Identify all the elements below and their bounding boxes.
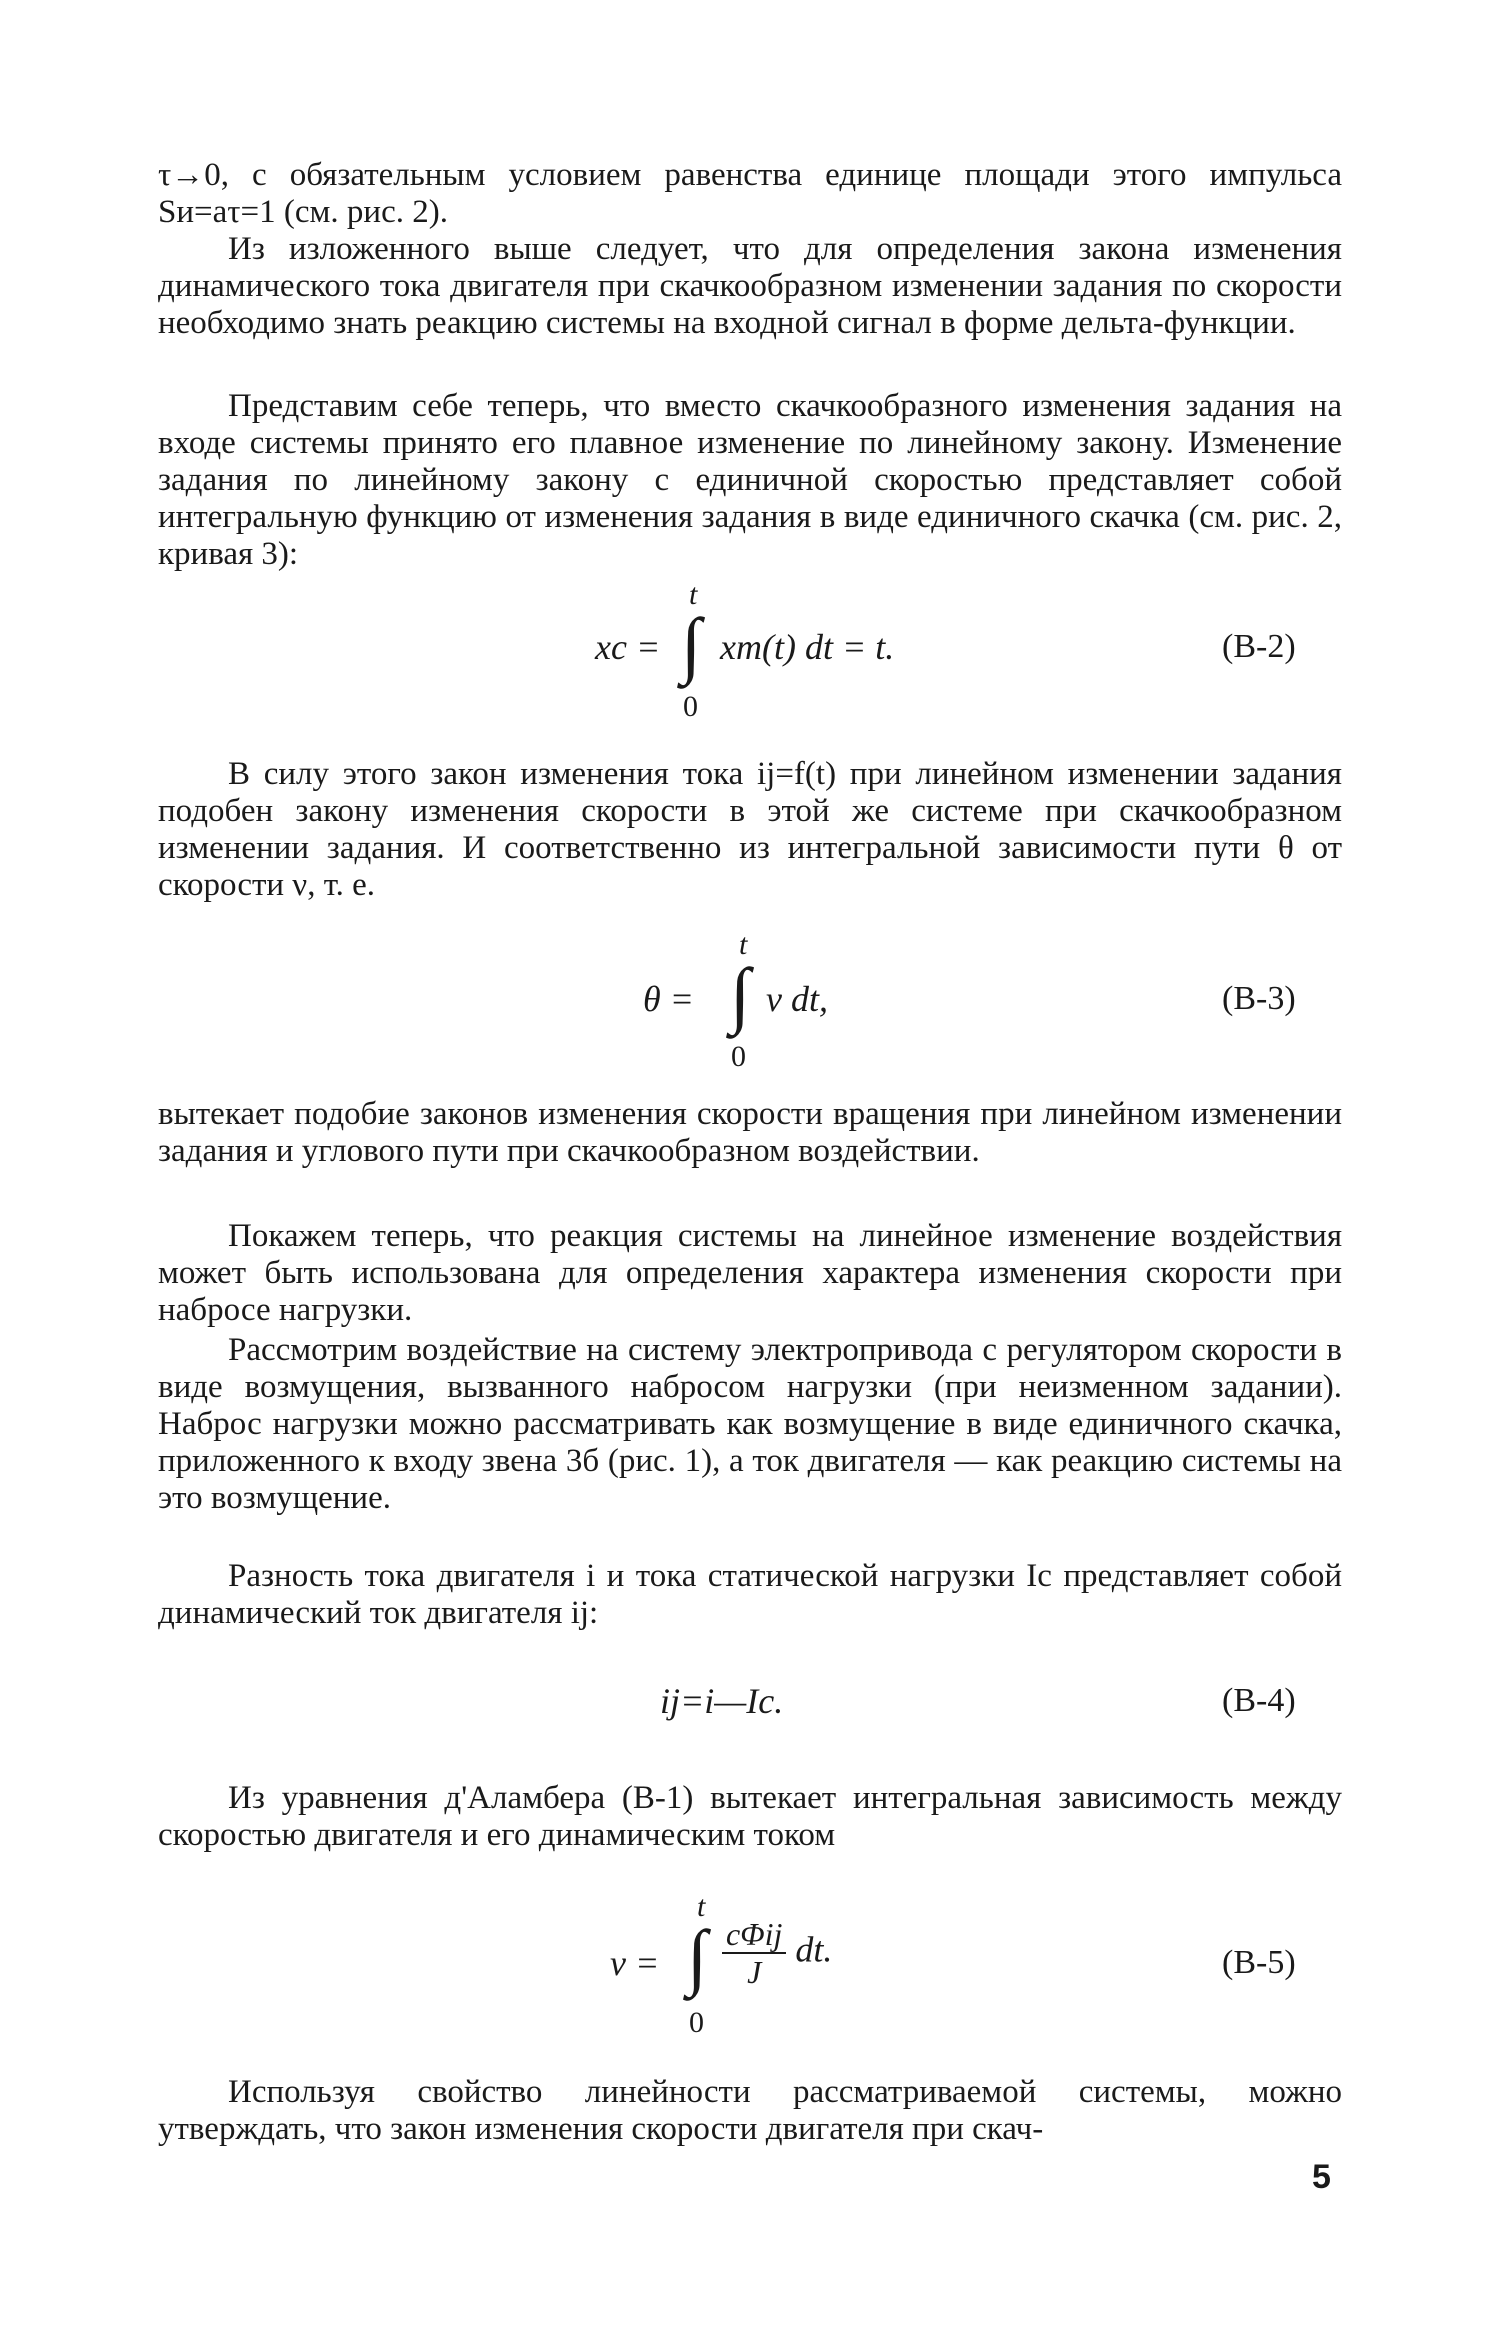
eq-b3-lower-limit: 0 bbox=[731, 1040, 746, 1073]
integral-sign-icon: ∫ bbox=[681, 604, 702, 686]
eq-b4-body: ij=i—Iс. bbox=[660, 1681, 784, 1721]
eq-b5-numerator: cΦij bbox=[722, 1916, 786, 1954]
eq-b2-body: xт(t) dt = t. bbox=[720, 627, 895, 667]
eq-b3-number: (В-3) bbox=[1222, 980, 1296, 1017]
eq-b5-lhs: ν = bbox=[610, 1943, 660, 1983]
paragraph-4: В силу этого закон изменения тока ij=f(t) при линейном изменении задания подобен закону изменения скорости в этой же системе при скачкообразном изменении задания. И соответственно из интегральной зависимости пути θ от скорости ν, т. е. bbox=[158, 756, 1342, 903]
paragraph-9: Из уравнения д'Аламбера (В-1) вытекает интегральная зависимость между скоростью двигателя и его динамическим током bbox=[158, 1780, 1342, 1853]
paragraph-3: Представим себе теперь, что вместо скачкообразного изменения задания на входе системы принято его плавное изменение по линейному закону. Изменение задания по линейному закону с единичной скоростью представляет собой интегральную функцию от изменения задания в виде единичного скачка (см. рис. 2, кривая 3): bbox=[158, 388, 1342, 572]
integral-sign-icon: ∫ bbox=[730, 954, 751, 1036]
eq-b2-upper-limit: t bbox=[689, 578, 698, 611]
eq-b5-number: (В-5) bbox=[1222, 1944, 1296, 1981]
eq-b2-lhs: xс = bbox=[595, 627, 661, 667]
paragraph-8: Разность тока двигателя i и тока статической нагрузки Iс представляет собой динамический ток двигателя ij: bbox=[158, 1558, 1342, 1631]
page-number: 5 bbox=[1312, 2158, 1331, 2196]
eq-b3-upper-limit: t bbox=[739, 928, 748, 961]
eq-b2-number: (В-2) bbox=[1222, 628, 1296, 665]
eq-b5-fraction bbox=[722, 1916, 832, 1990]
integral-sign-icon: ∫ bbox=[687, 1916, 708, 1998]
paragraph-5: вытекает подобие законов изменения скорости вращения при линейном изменении задания и углового пути при скачкообразном воздействии. bbox=[158, 1096, 1342, 1169]
eq-b5-tail: dt. bbox=[795, 1929, 833, 1970]
paragraph-6: Покажем теперь, что реакция системы на линейное изменение воздействия может быть использована для определения характера изменения скорости при набросе нагрузки. bbox=[158, 1218, 1342, 1328]
paragraph-2: Из изложенного выше следует, что для определения закона изменения динамического тока двигателя при скачкообразном изменении задания по скорости необходимо знать реакцию системы на входной сигнал в форме дельта-функции. bbox=[158, 231, 1342, 341]
eq-b3-body: ν dt, bbox=[766, 979, 828, 1019]
paragraph-1: τ→0, с обязательным условием равенства единице площади этого импульса Sи=aτ=1 (см. рис. 2). bbox=[158, 157, 1342, 230]
eq-b4-number: (В-4) bbox=[1222, 1682, 1296, 1719]
eq-b5-lower-limit: 0 bbox=[689, 2006, 704, 2039]
eq-b2-lower-limit: 0 bbox=[683, 690, 698, 723]
eq-b5-upper-limit: t bbox=[697, 1890, 706, 1923]
eq-b3-lhs: θ = bbox=[643, 979, 694, 1019]
eq-b5-denominator: J bbox=[747, 1954, 762, 1990]
paragraph-7: Рассмотрим воздействие на систему электропривода с регулятором скорости в виде возмущения, вызванного набросом нагрузки (при неизменном задании). Наброс нагрузки можно рассматривать как возмущение в виде единичного скачка, приложенного к входу звена 3б (рис. 1), а ток двигателя — как реакцию системы на это возмущение. bbox=[158, 1332, 1342, 1516]
paragraph-10: Используя свойство линейности рассматриваемой системы, можно утверждать, что закон изменения скорости двигателя при скач- bbox=[158, 2074, 1342, 2147]
